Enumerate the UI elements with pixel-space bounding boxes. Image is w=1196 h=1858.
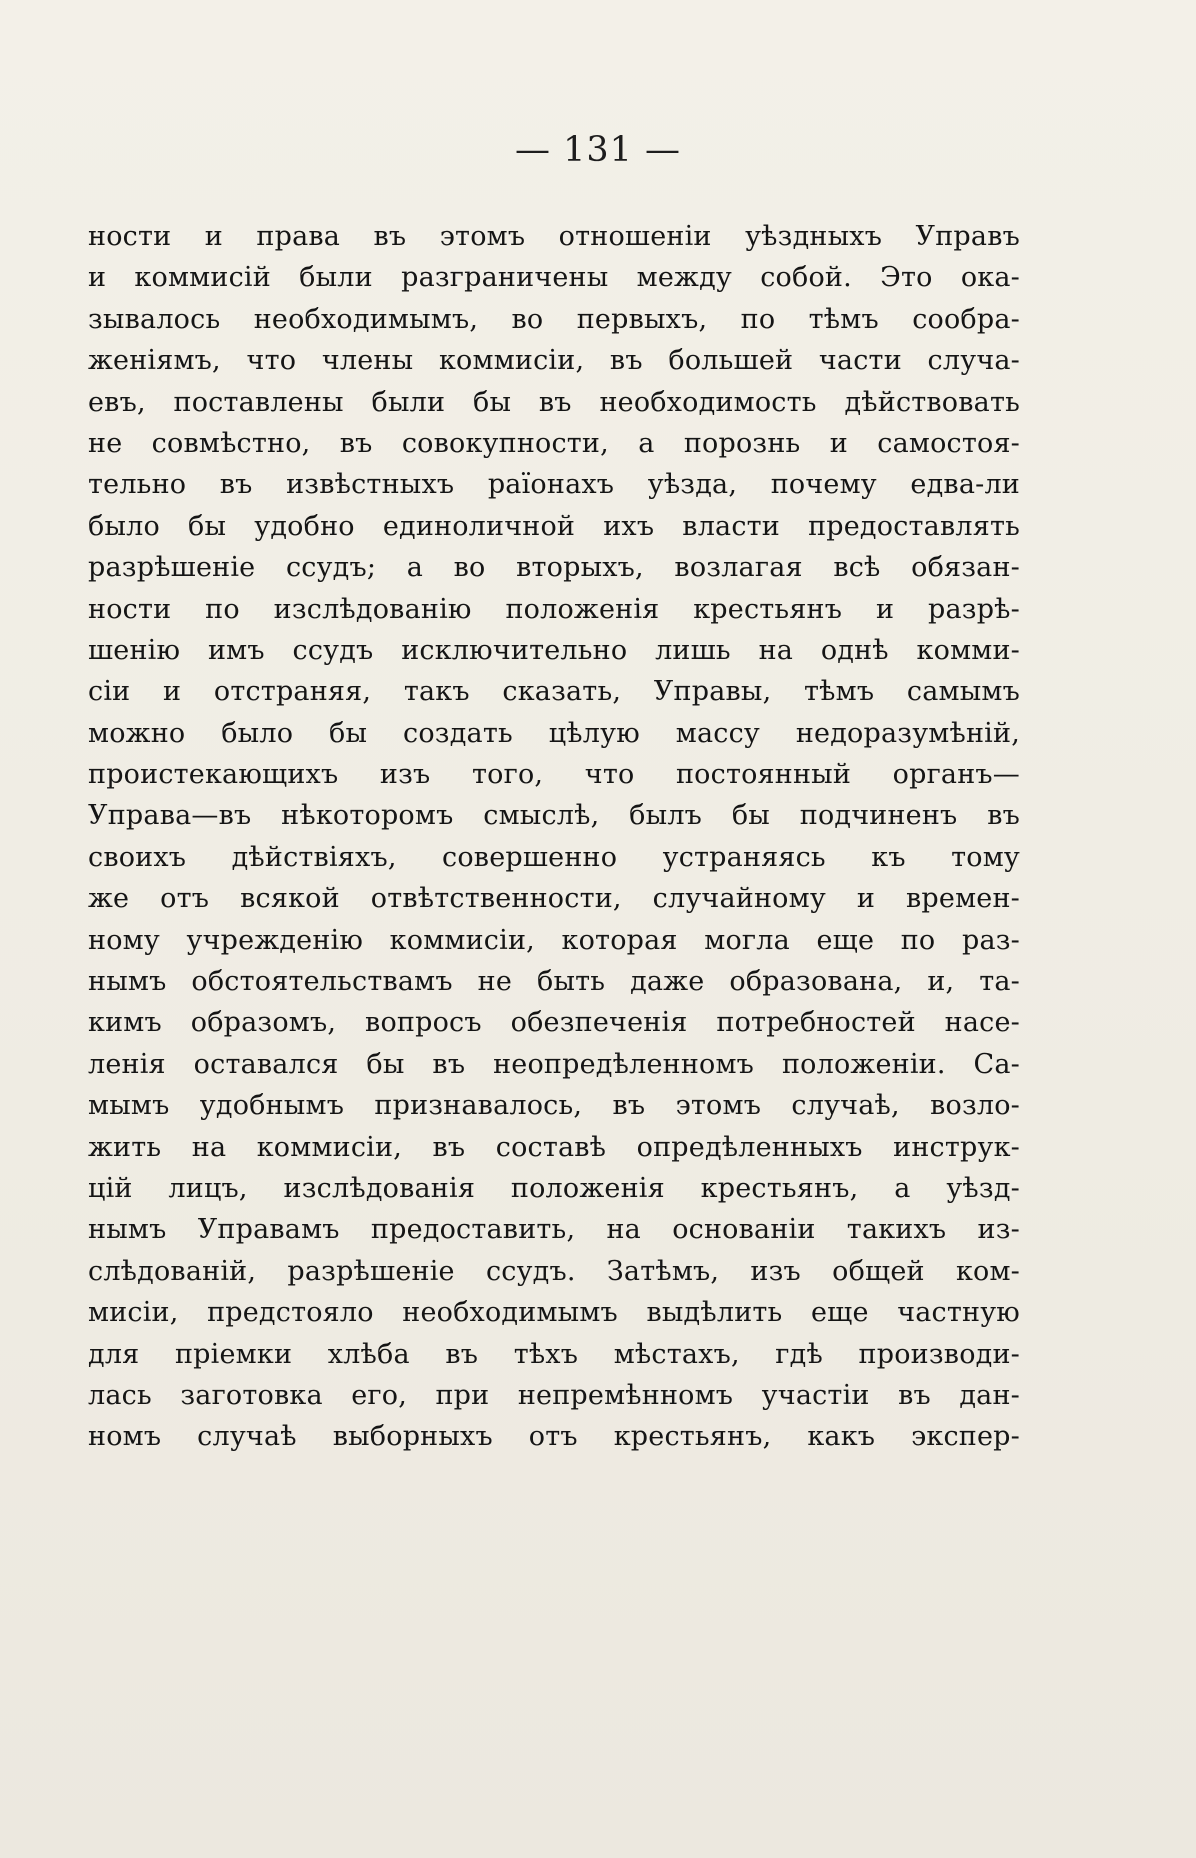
text-line: мисiи, предстояло необходимымъ выдѣлить еще частную xyxy=(88,1297,1020,1329)
text-line: женiямъ, что члены коммисiи, въ большей части случа- xyxy=(88,345,1020,377)
text-line: мымъ удобнымъ признавалось, въ этомъ случаѣ, возло- xyxy=(88,1090,1020,1122)
text-line: ности и права въ этомъ отношенiи уѣздныхъ Управъ xyxy=(88,221,1020,252)
text-line: можно было бы создать цѣлую массу недоразумѣнiй, xyxy=(88,717,1020,749)
text-line: лась заготовка его, при непремѣнномъ участiи въ дан- xyxy=(88,1379,1020,1411)
text-line: было бы удобно единоличной ихъ власти предоставлять xyxy=(88,510,1020,542)
text-line: шенiю имъ ссудъ исключительно лишь на однѣ комми- xyxy=(88,634,1020,666)
text-line: ному учрежденiю коммисiи, которая могла еще по раз- xyxy=(88,924,1020,956)
text-line: сiи и отстраняя, такъ сказать, Управы, тѣмъ самымъ xyxy=(88,676,1020,708)
text-line: Управа—въ нѣкоторомъ смыслѣ, былъ бы подчиненъ въ xyxy=(88,800,1020,832)
text-line: цiй лицъ, изслѣдованiя положенiя крестьянъ, а уѣзд- xyxy=(88,1172,1020,1204)
text-line: же отъ всякой отвѣтственности, случайному и времен- xyxy=(88,883,1020,915)
text-line: слѣдованiй, разрѣшенiе ссудъ. Затѣмъ, изъ общей ком- xyxy=(88,1255,1020,1287)
text-line: жить на коммисiи, въ составѣ опредѣленныхъ инструк- xyxy=(88,1131,1020,1163)
text-line: и коммисiй были разграничены между собой. Это ока- xyxy=(88,262,1020,294)
text-line: кимъ образомъ, вопросъ обезпеченiя потребностей насе- xyxy=(88,1007,1020,1039)
text-line: разрѣшенiе ссудъ; а во вторыхъ, возлагая всѣ обязан- xyxy=(88,552,1020,584)
text-line: не совмѣстно, въ совокупности, а порознь и самостоя- xyxy=(88,427,1020,459)
body-text xyxy=(88,216,1020,1458)
text-line: номъ случаѣ выборныхъ отъ крестьянъ, какъ экспер- xyxy=(88,1421,1020,1453)
text-line: ленiя оставался бы въ неопредѣленномъ положенiи. Са- xyxy=(88,1048,1020,1080)
text-line: нымъ обстоятельствамъ не быть даже образована, и, та- xyxy=(88,966,1020,998)
page-number: — 131 — xyxy=(514,130,682,170)
text-line: зывалось необходимымъ, во первыхъ, по тѣмъ сообра- xyxy=(88,303,1020,335)
text-line: нымъ Управамъ предоставить, на основанiи такихъ из- xyxy=(88,1214,1020,1246)
text-line: своихъ дѣйствiяхъ, совершенно устраняясь къ тому xyxy=(88,841,1020,873)
text-line: тельно въ извѣстныхъ раïонахъ уѣзда, почему едва-ли xyxy=(88,469,1020,501)
text-line: для прiемки хлѣба въ тѣхъ мѣстахъ, гдѣ производи- xyxy=(88,1338,1020,1370)
text-line: проистекающихъ изъ того, что постоянный органъ— xyxy=(88,759,1020,791)
text-line: евъ, поставлены были бы въ необходимость дѣйствовать xyxy=(88,386,1020,418)
text-line: ности по изслѣдованiю положенiя крестьянъ и разрѣ- xyxy=(88,593,1020,625)
